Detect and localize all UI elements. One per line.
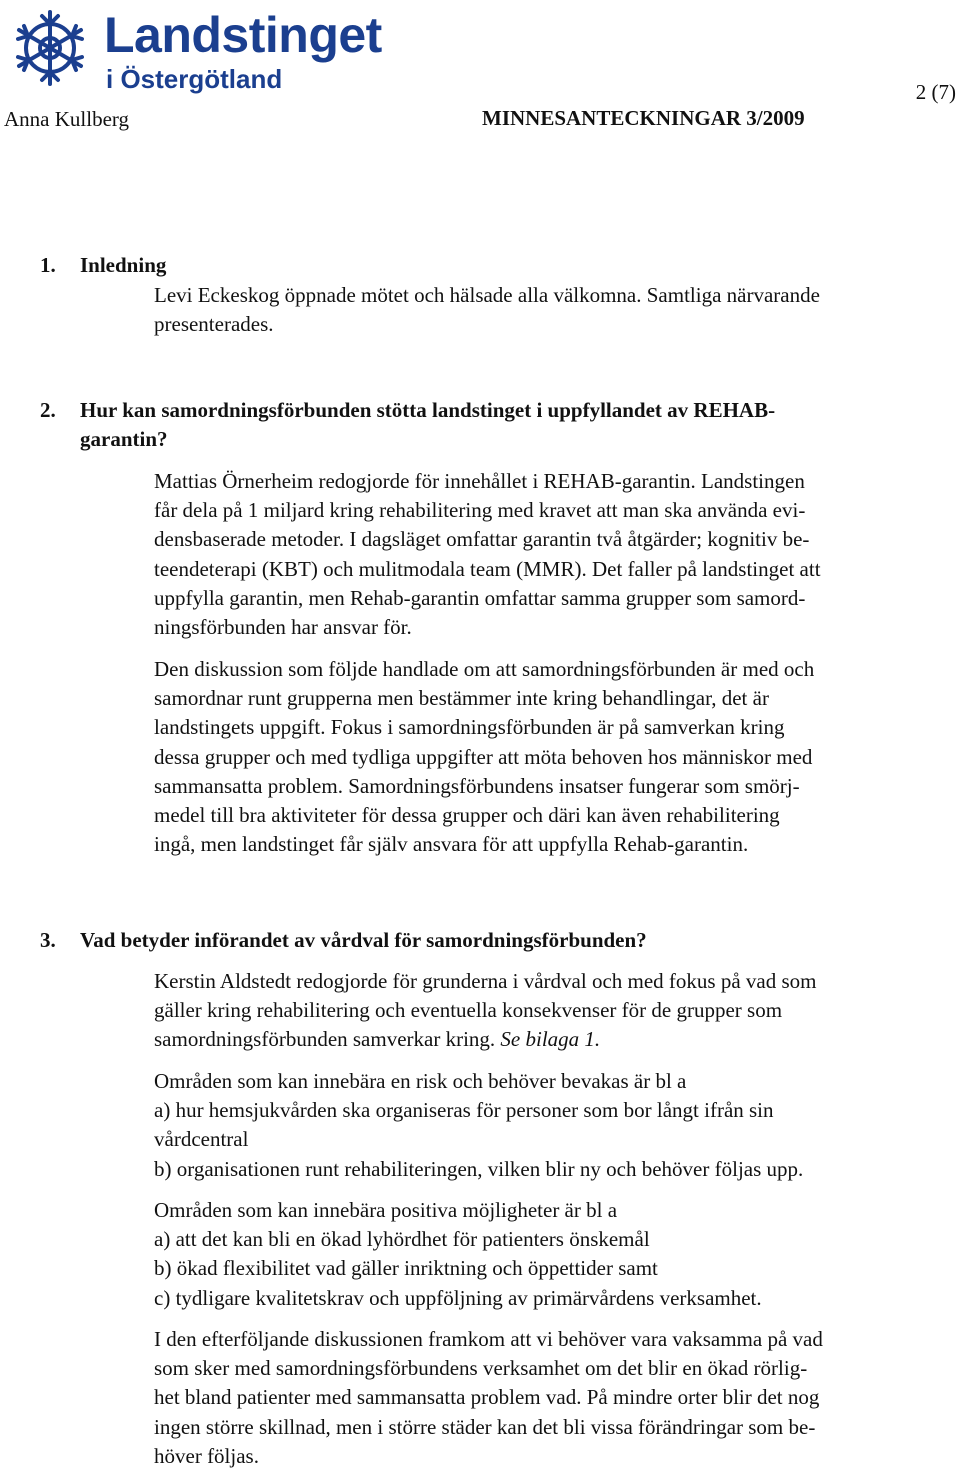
section-3-paragraph-1	[154, 967, 954, 1055]
list-item: a) hur hemsjukvården ska organiseras för personer som bor långt ifrån sin	[154, 1098, 774, 1123]
snowflake-emblem-icon	[6, 4, 94, 92]
text-line: medel till bra aktiviteter för dessa grupper och däri kan även rehabilitering	[154, 803, 780, 828]
text-line: gäller kring rehabilitering och eventuella konsekvenser för de grupper som	[154, 998, 783, 1023]
section-3-paragraph-opportunities	[154, 1196, 954, 1313]
attachment-reference: Se bilaga 1.	[500, 1027, 601, 1052]
section-title: Vad betyder införandet av vårdval för samordningsförbunden?	[80, 928, 647, 952]
landstinget-logo	[6, 4, 386, 96]
logo-wordmark: Landstinget	[104, 7, 382, 63]
section-number: 2.	[40, 398, 56, 422]
author-name: Anna Kullberg	[4, 107, 130, 131]
section-3-paragraph-discussion	[154, 1325, 954, 1471]
section-title-continued: garantin?	[80, 427, 168, 451]
section-3-paragraph-risks	[154, 1067, 954, 1184]
text-line: presenterades.	[154, 312, 274, 337]
section-3-heading	[40, 926, 647, 955]
list-item: b) ökad flexibilitet vad gäller inriktning och öppettider samt	[154, 1256, 658, 1281]
text-line: Mattias Örnerheim redogjorde för innehållet i REHAB-garantin. Landstingen	[154, 469, 805, 493]
document-title: MINNESANTECKNINGAR 3/2009	[482, 106, 805, 130]
text-line: höver följas.	[154, 1443, 259, 1468]
text-line: som sker med samordningsförbundens verksamhet om det blir en ökad rörlig-	[154, 1356, 808, 1381]
text-line: uppfylla garantin, men Rehab-garantin omfattar samma grupper som samord-	[154, 585, 806, 610]
text-line: får dela på 1 miljard kring rehabilitering med kravet att man ska använda evi-	[154, 498, 806, 523]
text-line: I den efterföljande diskussionen framkom att vi behöver vara vaksamma på vad	[154, 1327, 823, 1351]
text-line: landstingets uppgift. Fokus i samordningsförbunden är på samverkan kring	[154, 715, 785, 740]
text-line: het bland patienter med sammansatta problem vad. På mindre orter blir det nog	[154, 1385, 820, 1410]
list-item: c) tydligare kvalitetskrav och uppföljning av primärvårdens verksamhet.	[154, 1285, 762, 1310]
section-title: Hur kan samordningsförbunden stötta landstinget i uppfyllandet av REHAB-	[80, 398, 776, 422]
text-line: Områden som kan innebära positiva möjligheter är bl a	[154, 1198, 618, 1222]
text-line: Den diskussion som följde handlade om att samordningsförbunden är med och	[154, 657, 815, 681]
text-line: Områden som kan innebära en risk och behöver bevakas är bl a	[154, 1069, 687, 1093]
section-2-paragraph-2	[154, 655, 954, 859]
text-line: teendeterapi (KBT) och mulitmodala team (MMR). Det faller på landstinget att	[154, 556, 821, 581]
text-line: densbaserade metoder. I dagsläget omfattar garantin två åtgärder; kognitiv be-	[154, 527, 810, 552]
text-line: samordnar runt grupperna men bestämmer inte kring behandlingar, det är	[154, 686, 769, 711]
section-title: Inledning	[80, 253, 167, 277]
section-1-paragraph	[154, 281, 954, 339]
list-item: a) att det kan bli en ökad lyhördhet för patienters önskemål	[154, 1227, 650, 1252]
list-item-continued: vårdcentral	[154, 1127, 249, 1152]
text-line: Levi Eckeskog öppnade mötet och hälsade alla välkomna. Samtliga närvarande	[154, 283, 820, 307]
text-line: dessa grupper och med tydliga uppgifter att möta behoven hos människor med	[154, 744, 813, 769]
text-segment: samordningsförbunden samverkar kring.	[154, 1027, 501, 1052]
section-number: 1.	[40, 253, 56, 277]
section-2-paragraph-1	[154, 467, 954, 642]
page-number: 2 (7)	[915, 80, 956, 104]
text-line	[154, 1025, 954, 1054]
section-1-heading	[40, 251, 166, 280]
section-2-heading	[40, 396, 775, 454]
text-line: ningsförbunden har ansvar för.	[154, 615, 412, 640]
text-line: ingen större skillnad, men i större städer kan det bli vissa förändringar som be-	[154, 1414, 816, 1439]
list-item: b) organisationen runt rehabiliteringen, vilken blir ny och behöver följas upp.	[154, 1156, 804, 1181]
section-number: 3.	[40, 928, 56, 952]
text-line: Kerstin Aldstedt redogjorde för grunderna i vårdval och med fokus på vad som	[154, 969, 817, 993]
text-line: sammansatta problem. Samordningsförbundens insatser fungerar som smörj-	[154, 773, 800, 798]
text-line: ingå, men landstinget får själv ansvara för att uppfylla Rehab-garantin.	[154, 832, 749, 857]
logo-subtitle: i Östergötland	[106, 64, 283, 94]
